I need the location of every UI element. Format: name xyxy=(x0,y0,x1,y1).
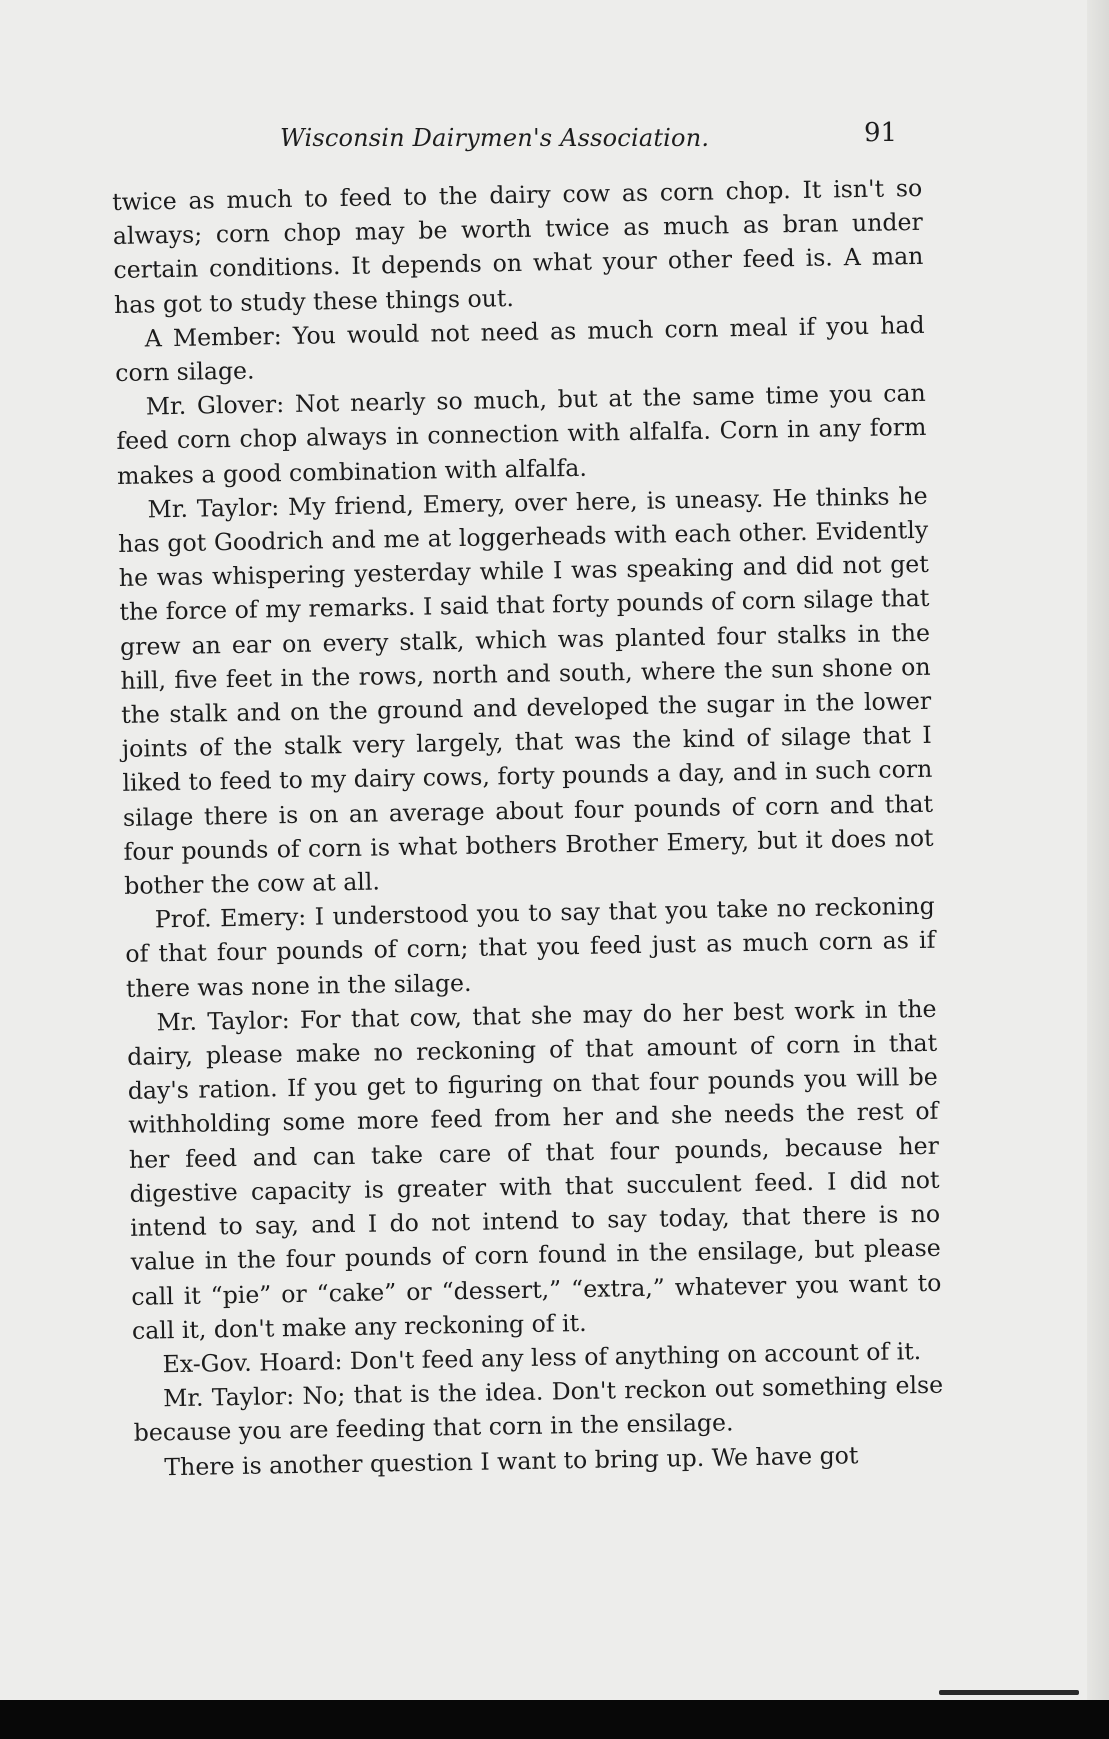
speaker-label: Ex-Gov. Hoard: xyxy=(162,1346,351,1379)
page-header xyxy=(0,118,1109,158)
scan-smudge xyxy=(939,1690,1079,1695)
page-edge xyxy=(1087,0,1109,1700)
paragraph-text: For that cow, that she may do her best work in the dairy, please make no reckoning of that amount of corn in that day's ration. If you get to figuring on that four pounds you will be withholding some more feed from her and she needs the rest of her feed and can take care of that four pounds, because her digestive capacity is greater with that succulent feed. I did not intend to say, and I do not intend to say today, that there is no value in the four pounds of corn found in the ensilage, but please call it “pie” or “cake” or “dessert,” “extra,” whatever you want to call it, don't make any reckoning of it. xyxy=(126,994,942,1345)
paragraph-text: My friend, Emery, over here, is uneasy. He thinks he has got Goodrich and me at loggerheads with each other. Evidently he was whispering yesterday while I was speaking and did not get the force of my remarks. I said that forty pounds of corn silage that grew an ear on every stalk, which was planted four stalks in the hill, five feet in the rows, north and south, where the sun shone on the stalk and on the ground and developed the sugar in the lower joints of the stalk very largely, that was the kind of silage that I liked to feed to my dairy cows, forty pounds a day, and in such corn silage there is on an average about four pounds of corn and that four pounds of corn is what bothers Brother Emery, but it does not bother the cow at all. xyxy=(118,481,934,900)
paragraph-text: Not nearly so much, but at the same time you can feed corn chop always in connection with alfalfa. Corn in any form makes a good combination with alfalfa. xyxy=(116,379,927,490)
speaker-label: A Member: xyxy=(144,321,294,353)
paragraph-continuation xyxy=(112,171,924,322)
speaker-label: Prof. Emery: xyxy=(154,902,315,934)
paragraph-mr-taylor xyxy=(126,992,942,1348)
running-head: Wisconsin Dairymen's Association. xyxy=(280,124,710,152)
paragraph-prof-emery xyxy=(125,889,937,1006)
paragraph-text: There is another question I want to bring up. We have got xyxy=(164,1440,859,1481)
speaker-label: Mr. Taylor: xyxy=(147,492,289,524)
speaker-label: Mr. Taylor: xyxy=(156,1005,301,1037)
paragraph-text: No; that is the idea. Don't reckon out something else because you are feeding that corn in the ensilage. xyxy=(133,1370,944,1448)
paragraph-text: I understood you to say that you take no reckoning of that four pounds of corn; that you feed just as much corn as if there was none in the silage. xyxy=(125,892,936,1003)
speaker-label: Mr. Glover: xyxy=(145,390,296,421)
paragraph-text: twice as much to feed to the dairy cow as corn chop. It isn't so always; corn chop may be worth twice as much as bran under certain conditions. It depends on what your other feed is. A man has got to study these things out. xyxy=(112,173,924,319)
body-text xyxy=(112,171,945,1485)
paragraph-mr-taylor xyxy=(117,479,934,904)
scan-border xyxy=(0,1700,1109,1739)
paragraph-text: Don't feed any less of anything on account of it. xyxy=(349,1336,922,1375)
page-number: 91 xyxy=(864,118,898,148)
speaker-label: Mr. Taylor: xyxy=(162,1381,303,1413)
paragraph-mr-glover xyxy=(116,376,928,493)
paragraph-text: You would not need as much corn meal if you had corn silage. xyxy=(115,310,925,387)
